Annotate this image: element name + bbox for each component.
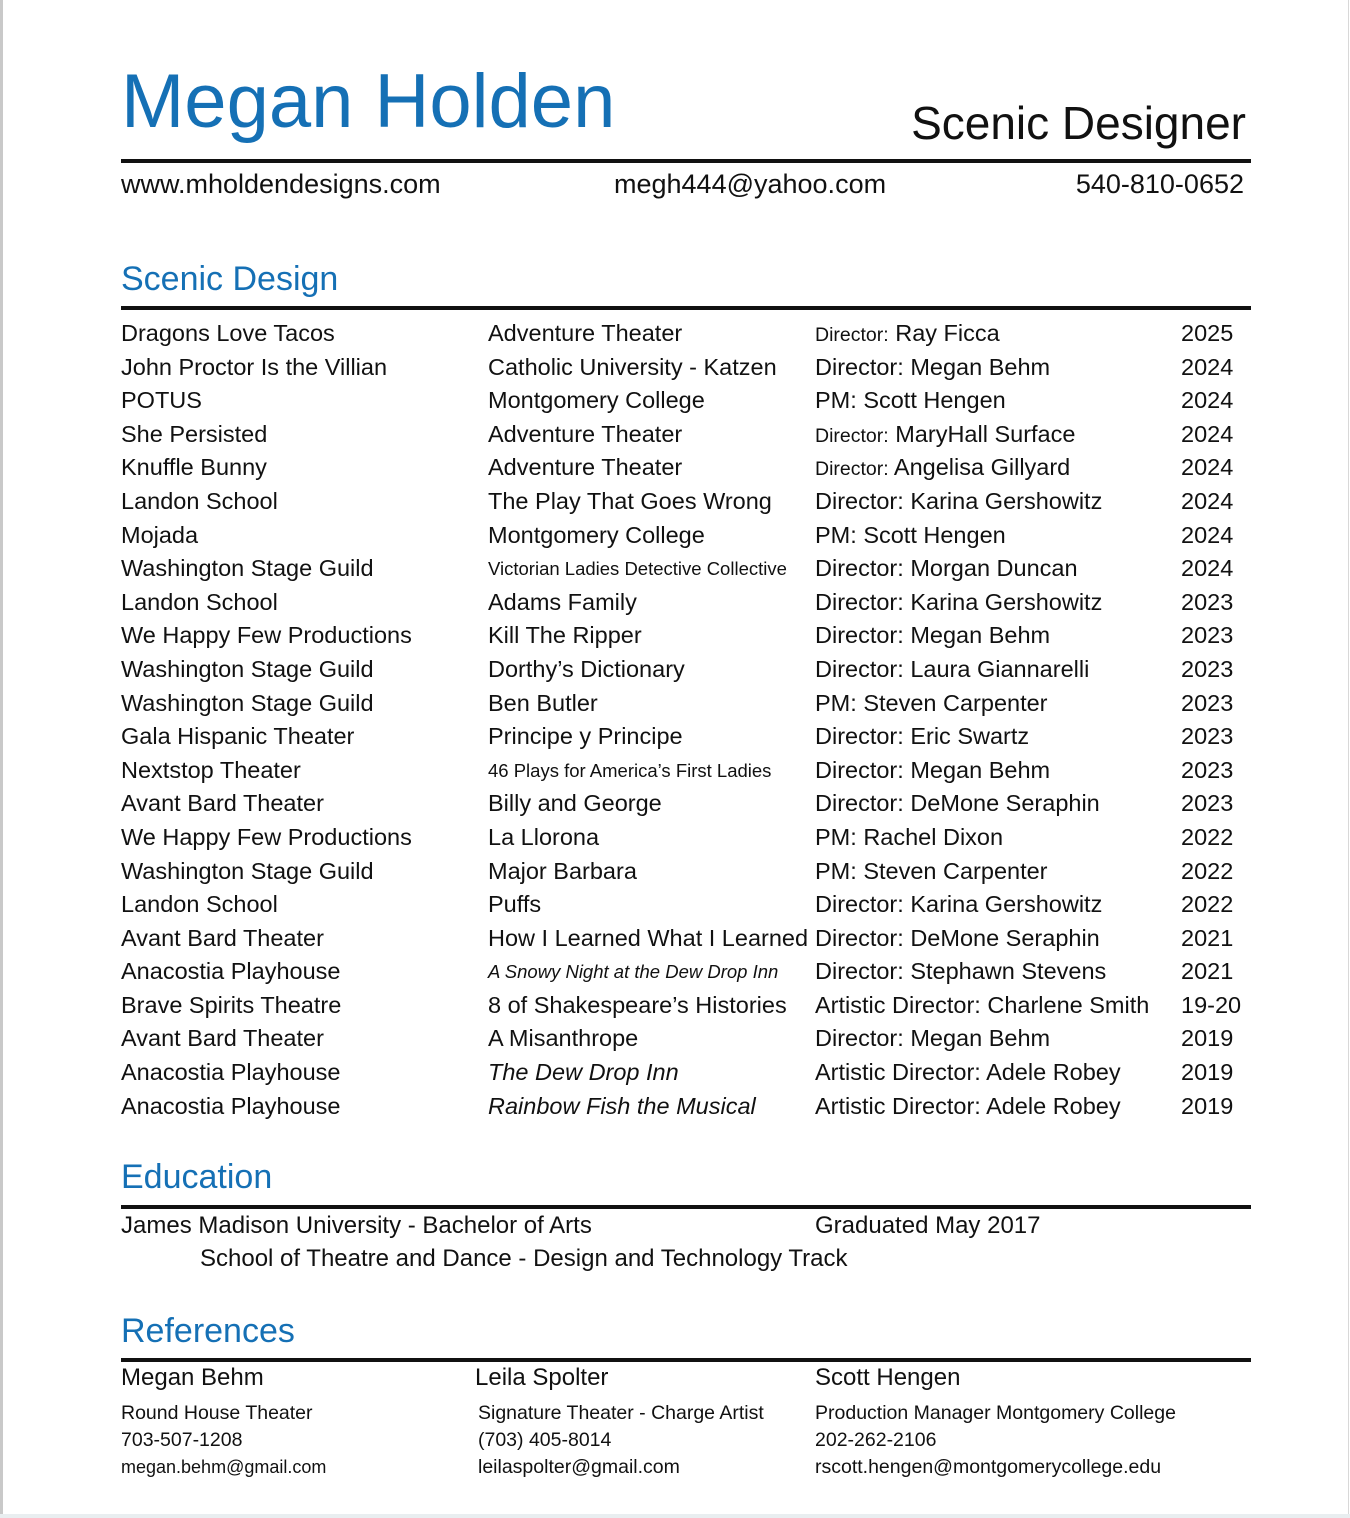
role-label: Director: [815, 324, 889, 346]
company-cell: Knuffle Bunny [121, 454, 267, 481]
role-person: Megan Behm [910, 756, 1051, 783]
year-cell: 2019 [1181, 1025, 1234, 1052]
show-cell: 46 Plays for America’s First Ladies [488, 759, 772, 781]
role-label: Director: [815, 424, 889, 447]
year-cell: 2023 [1181, 790, 1234, 817]
show-cell: 8 of Shakespeare’s Histories [488, 991, 787, 1018]
scenic-design-divider [121, 306, 1251, 310]
year-cell: 2024 [1181, 521, 1234, 548]
role-person: Adele Robey [986, 1092, 1121, 1119]
role-person: Karina Gershowitz [910, 588, 1103, 615]
role-label: Director: [815, 891, 904, 918]
table-row [121, 1022, 1251, 1056]
show-cell: How I Learned What I Learned [488, 924, 809, 951]
table-row [121, 855, 1251, 889]
year-cell: 2019 [1181, 1092, 1234, 1119]
education-graduated: Graduated May 2017 [815, 1212, 1041, 1239]
table-row [121, 922, 1251, 956]
table-row [121, 451, 1251, 485]
table-row [121, 485, 1251, 519]
show-cell: Adventure Theater [488, 320, 683, 346]
table-row [121, 552, 1251, 586]
role-label: Director: [815, 655, 904, 682]
year-cell: 2023 [1181, 689, 1234, 716]
show-cell: Montgomery College [488, 521, 705, 548]
company-cell: POTUS [121, 387, 202, 414]
table-row [121, 1056, 1251, 1090]
role-cell [815, 351, 1050, 385]
role-label: Artistic Director: [815, 1092, 981, 1119]
role-label: Director: [815, 1025, 904, 1052]
show-cell: Puffs [488, 891, 542, 918]
role-person: Megan Behm [910, 622, 1051, 649]
role-label: Director: [815, 622, 904, 649]
table-row [121, 720, 1251, 754]
role-person: Scott Hengen [863, 521, 1006, 548]
role-cell [815, 451, 1070, 487]
year-cell: 2023 [1181, 588, 1234, 615]
show-cell: Kill The Ripper [488, 622, 642, 649]
reference-card [121, 1366, 326, 1481]
role-person: Charlene Smith [987, 991, 1150, 1018]
role-cell [815, 821, 1003, 855]
company-cell: Avant Bard Theater [121, 790, 324, 817]
role-label: PM: [815, 387, 857, 414]
show-cell: Montgomery College [488, 387, 705, 414]
role-cell [815, 888, 1102, 922]
role-cell [815, 1056, 1121, 1090]
role-person: Adele Robey [986, 1059, 1121, 1086]
show-cell: Adventure Theater [488, 420, 683, 447]
reference-email[interactable]: rscott.hengen@montgomerycollege.edu [815, 1456, 1162, 1478]
reference-phone: 202-262-2106 [815, 1429, 937, 1451]
table-row [121, 687, 1251, 721]
reference-card [815, 1366, 1176, 1481]
role-cell [815, 619, 1050, 653]
role-label: Director: [815, 924, 904, 951]
show-cell: A Snowy Night at the Dew Drop Inn [488, 961, 779, 983]
scenic-design-heading: Scenic Design [121, 260, 339, 298]
show-cell: A Misanthrope [488, 1025, 639, 1052]
role-person: Ray Ficca [895, 320, 1000, 346]
role-label: Director: [815, 723, 904, 750]
role-cell [815, 485, 1102, 519]
resume-role: Scenic Designer [911, 97, 1246, 149]
phone-number: 540-810-0652 [1075, 169, 1244, 199]
show-cell: Rainbow Fish the Musical [488, 1092, 756, 1119]
role-cell [815, 1090, 1121, 1124]
reference-name: Scott Hengen [815, 1364, 961, 1391]
reference-detail: Production Manager Montgomery College [815, 1402, 1176, 1424]
year-cell: 2024 [1181, 454, 1234, 481]
education-school: James Madison University - Bachelor of Arts [121, 1212, 592, 1239]
show-cell: The Dew Drop Inn [488, 1059, 679, 1086]
role-label: Director: [815, 958, 904, 985]
role-person: DeMone Seraphin [910, 924, 1100, 951]
show-cell: Ben Butler [488, 689, 598, 716]
table-row [121, 787, 1251, 821]
show-cell: Adams Family [488, 588, 637, 615]
role-label: PM: [815, 823, 857, 850]
role-cell [815, 754, 1050, 788]
table-row [121, 418, 1251, 452]
role-label: Director: [815, 458, 889, 481]
table-row [121, 519, 1251, 553]
reference-detail: Round House Theater [121, 1402, 313, 1424]
table-row [121, 653, 1251, 687]
role-person: Angelisa Gillyard [893, 454, 1071, 481]
company-cell: Landon School [121, 588, 278, 615]
show-cell: Adventure Theater [488, 454, 683, 481]
year-cell: 2024 [1181, 353, 1234, 380]
company-cell: John Proctor Is the Villian [121, 353, 388, 380]
company-cell: We Happy Few Productions [121, 823, 412, 850]
role-person: Megan Behm [910, 353, 1051, 380]
table-row [121, 351, 1251, 385]
company-cell: Brave Spirits Theatre [121, 991, 342, 1018]
role-label: Artistic Director: [815, 991, 981, 1018]
show-cell: Billy and George [488, 790, 662, 817]
year-cell: 2023 [1181, 723, 1234, 750]
scenic-design-table [121, 317, 1251, 1123]
role-person: Steven Carpenter [863, 857, 1048, 884]
show-cell: Catholic University - Katzen [488, 353, 777, 380]
role-person: DeMone Seraphin [910, 790, 1100, 817]
role-label: Director: [815, 353, 904, 380]
table-row [121, 888, 1251, 922]
role-cell [815, 653, 1089, 687]
role-person: Scott Hengen [863, 387, 1006, 414]
role-person: Karina Gershowitz [910, 891, 1103, 918]
role-person: Rachel Dixon [863, 823, 1004, 850]
role-person: Megan Behm [910, 1025, 1051, 1052]
show-cell: Dorthy’s Dictionary [488, 655, 685, 682]
role-cell [815, 552, 1078, 586]
company-cell: Gala Hispanic Theater [121, 723, 355, 750]
company-cell: Washington Stage Guild [121, 555, 374, 582]
role-cell [815, 317, 1000, 353]
show-cell: Victorian Ladies Detective Collective [488, 558, 787, 580]
role-cell [815, 418, 1075, 454]
year-cell: 2022 [1181, 891, 1234, 918]
show-cell: La Llorona [488, 823, 600, 850]
role-cell [815, 384, 1006, 418]
company-cell: Nextstop Theater [121, 756, 301, 783]
role-label: Director: [815, 487, 904, 514]
education-program: School of Theatre and Dance - Design and Technology Track [200, 1245, 848, 1272]
role-label: Director: [815, 756, 904, 783]
company-cell: Dragons Love Tacos [121, 320, 335, 346]
website-link[interactable]: www.mholdendesigns.com [121, 169, 441, 199]
reference-email[interactable]: leilaspolter@gmail.com [478, 1456, 680, 1478]
company-cell: Avant Bard Theater [121, 924, 324, 951]
year-cell: 2024 [1181, 387, 1234, 414]
education-divider [121, 1205, 1251, 1209]
reference-phone: (703) 405-8014 [478, 1429, 612, 1451]
year-cell: 2024 [1181, 487, 1234, 514]
company-cell: Mojada [121, 521, 199, 548]
role-cell [815, 1022, 1050, 1056]
role-person: Laura Giannarelli [910, 655, 1090, 682]
reference-phone: 703-507-1208 [121, 1429, 243, 1451]
role-label: Director: [815, 555, 904, 582]
show-cell: Major Barbara [488, 857, 637, 884]
reference-email[interactable]: megan.behm@gmail.com [121, 1457, 327, 1477]
table-row [121, 955, 1251, 989]
year-cell: 2019 [1181, 1059, 1234, 1086]
references-divider [121, 1358, 1251, 1362]
role-person: Karina Gershowitz [910, 487, 1103, 514]
email-link[interactable]: megh444@yahoo.com [614, 169, 887, 199]
role-cell [815, 989, 1149, 1023]
role-label: PM: [815, 689, 857, 716]
year-cell: 2023 [1181, 756, 1234, 783]
year-cell: 2022 [1181, 857, 1234, 884]
year-cell: 2023 [1181, 655, 1234, 682]
reference-card [475, 1366, 764, 1481]
role-person: Morgan Duncan [910, 555, 1078, 582]
role-cell [815, 787, 1100, 821]
role-cell [815, 519, 1006, 553]
role-person: Stephawn Stevens [910, 958, 1107, 985]
year-cell: 2023 [1181, 622, 1234, 649]
company-cell: Anacostia Playhouse [121, 958, 341, 985]
reference-detail: Signature Theater - Charge Artist [478, 1402, 764, 1424]
table-row [121, 989, 1251, 1023]
role-person: MaryHall Surface [895, 420, 1076, 447]
table-row [121, 317, 1251, 351]
company-cell: Landon School [121, 487, 278, 514]
show-cell: Principe y Principe [488, 723, 683, 750]
role-person: Eric Swartz [910, 723, 1030, 750]
table-row [121, 384, 1251, 418]
references-heading: References [121, 1312, 295, 1350]
year-cell: 2024 [1181, 555, 1234, 582]
show-cell: The Play That Goes Wrong [488, 487, 772, 514]
year-cell: 19-20 [1181, 991, 1242, 1018]
year-cell: 2022 [1181, 823, 1234, 850]
year-cell: 2025 [1181, 320, 1234, 346]
role-label: Director: [815, 588, 904, 615]
role-label: PM: [815, 521, 857, 548]
company-cell: Washington Stage Guild [121, 857, 374, 884]
role-person: Steven Carpenter [863, 689, 1048, 716]
table-row [121, 619, 1251, 653]
page-bottom-edge [0, 1514, 1350, 1518]
role-cell [815, 955, 1106, 989]
role-cell [815, 687, 1048, 721]
company-cell: Landon School [121, 891, 278, 918]
table-row [121, 821, 1251, 855]
reference-name: Megan Behm [121, 1364, 264, 1391]
table-row [121, 1090, 1251, 1124]
table-row [121, 754, 1251, 788]
year-cell: 2021 [1181, 924, 1234, 951]
role-label: PM: [815, 857, 857, 884]
role-label: Director: [815, 790, 904, 817]
header-divider [121, 159, 1251, 163]
resume-name: Megan Holden [121, 59, 616, 144]
role-cell [815, 720, 1029, 754]
table-row [121, 586, 1251, 620]
role-cell [815, 855, 1048, 889]
education-heading: Education [121, 1158, 273, 1196]
year-cell: 2024 [1181, 420, 1234, 447]
company-cell: Washington Stage Guild [121, 689, 374, 716]
company-cell: We Happy Few Productions [121, 622, 412, 649]
company-cell: Avant Bard Theater [121, 1025, 324, 1052]
company-cell: Washington Stage Guild [121, 655, 374, 682]
reference-name: Leila Spolter [475, 1364, 609, 1391]
year-cell: 2021 [1181, 958, 1234, 985]
role-cell [815, 922, 1100, 956]
company-cell: Anacostia Playhouse [121, 1092, 341, 1119]
role-label: Artistic Director: [815, 1059, 981, 1086]
company-cell: She Persisted [121, 420, 268, 447]
company-cell: Anacostia Playhouse [121, 1059, 341, 1086]
role-cell [815, 586, 1102, 620]
